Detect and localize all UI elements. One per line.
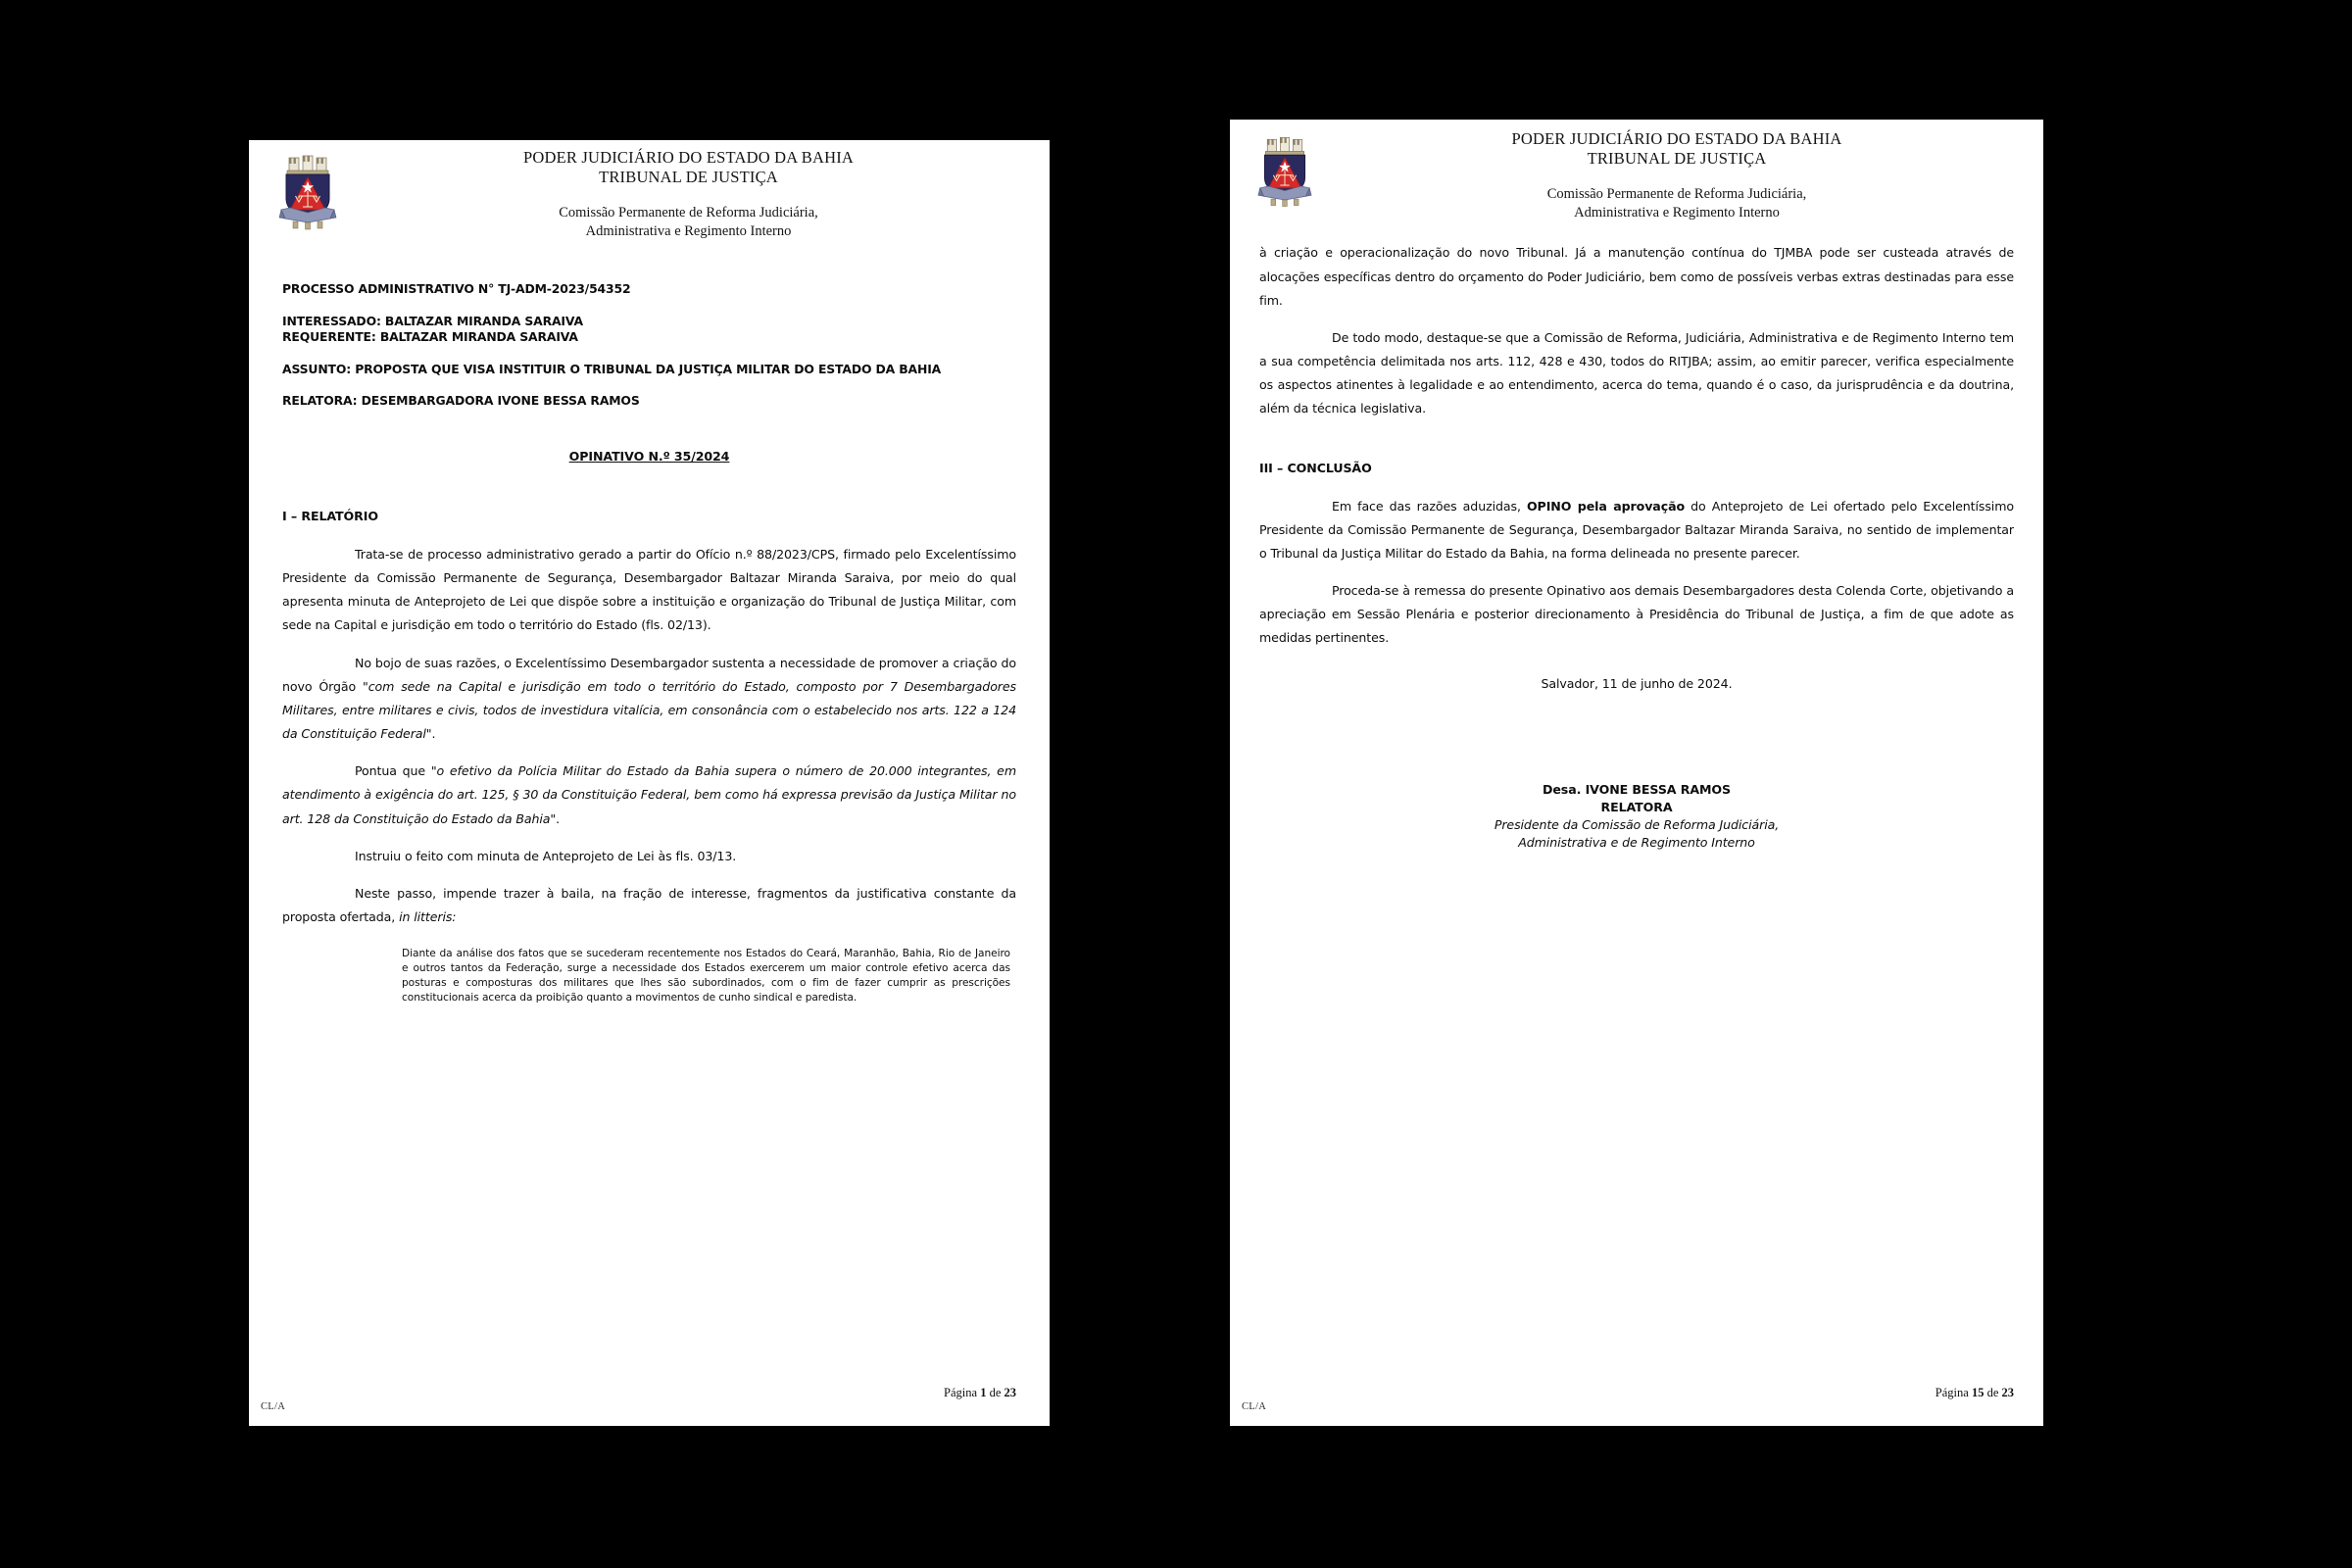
- paragraph-5: [282, 882, 1016, 929]
- signature-block: [1259, 781, 2014, 853]
- footer-initials: CL/A: [261, 1401, 286, 1412]
- document-page-1[interactable]: [249, 140, 1050, 1426]
- brasao-bahia-icon: [1256, 135, 1313, 208]
- meta-interessado: INTERESSADO: BALTAZAR MIRANDA SARAIVA: [282, 313, 583, 328]
- paragraph-3-lead: Pontua que ": [355, 763, 437, 779]
- page-current: 1: [980, 1386, 987, 1399]
- paragraph-1: Trata-se de processo administrativo gerado a partir do Ofício n.º 88/2023/CPS, firmado pelo Excelentíssimo Presidente da Comissão Permanente de Segurança, Desembargador Baltazar Miranda Saraiva, por meio do qual apresenta minuta de Anteprojeto de Lei que dispõe sobre a instituição e organização do Tribunal de Justiça Militar, com sede na Capital e jurisdição em todo o território do Estado (fls. 02/13).: [282, 546, 1016, 633]
- crest-container: [249, 148, 367, 230]
- page-number-label: [249, 1386, 1050, 1400]
- paragraph-5-italic: in litteris:: [399, 909, 457, 925]
- paragraph-opino-tail: do Anteprojeto de Lei ofertado pelo Excelentíssimo Presidente da Comissão Permanente de Segurança, Desembargador Baltazar Miranda Saraiva, no sentido de implementar o Tribunal da Justiça Militar do Estado da Bahia, na forma delineada no presente parecer.: [1259, 498, 2014, 561]
- section-title-conclusao: III – CONCLUSÃO: [1259, 460, 1372, 475]
- meta-requerente: REQUERENTE: BALTAZAR MIRANDA SARAIVA: [282, 329, 578, 345]
- paragraph-continuation: à criação e operacionalização do novo Tribunal. Já a manutenção contínua do TJMBA pode ser custeada através de alocações específicas dentro do orçamento do Poder Judiciário, bem como de possíveis verbas extras destinadas para esse fim.: [1259, 245, 2014, 308]
- commission-line-1: Comissão Permanente de Reforma Judiciária,: [559, 205, 818, 221]
- paragraph-4: Instruiu o feito com minuta de Anteprojeto de Lei às fls. 03/13.: [355, 848, 737, 863]
- paragraph-2-lead: No bojo de suas razões, o Excelentíssimo Desembargador sustenta a necessidade de promover a criação do novo Órgão ": [282, 655, 1016, 694]
- commission-line-2: Administrativa e Regimento Interno: [1574, 204, 1780, 220]
- paragraph-2: [282, 652, 1016, 747]
- page-header: [1230, 120, 2043, 221]
- paragraph-opino-lead: Em face das razões aduzidas,: [1332, 498, 1527, 514]
- brasao-bahia-icon: [277, 154, 338, 230]
- paragraph-3-tail: ".: [550, 810, 560, 826]
- page-15-footer: [1230, 1386, 2043, 1412]
- paragraph-2-quote: com sede na Capital e jurisdição em todo o território do Estado, composto por 7 Desembargadores Militares, entre militares e civis, todos de investidura vitalícia, em consonância com o estabelecido nos arts. 122 a 124 da Constituição Federal: [282, 678, 1016, 742]
- paragraph-2-tail: ".: [425, 726, 436, 742]
- header-text-block: [367, 148, 1050, 240]
- page-15-body: [1230, 241, 2043, 852]
- commission-line-2: Administrativa e Regimento Interno: [585, 222, 792, 239]
- paragraph-3-quote: o efetivo da Polícia Militar do Estado da Bahia supera o número de 20.000 integrantes, em atendimento à exigência do art. 125, § 30 da Constituição Federal, bem como há expressa previsão da Justiça Militar no art. 128 da Constituição do Estado da Bahia: [282, 763, 1016, 826]
- footer-initials: CL/A: [1242, 1401, 1267, 1412]
- paragraph-3: [282, 760, 1016, 831]
- blockquote-justificativa: Diante da análise dos fatos que se sucederam recentemente nos Estados do Ceará, Maranhão, Bahia, Rio de Janeiro e outros tantos da Federação, surge a necessidade dos Estados exercerem um maior controle efetivo acerca das posturas e composturas dos militares que lhes são subordinados, com o fim de fazer cumprir as prescrições constitucionais acerca da proibição quanto a movimentos de cunho sindical e paredista.: [402, 948, 1010, 1004]
- org-line-2: TRIBUNAL DE JUSTIÇA: [599, 168, 778, 187]
- page-number-label: [1230, 1386, 2043, 1400]
- org-line-1: PODER JUDICIÁRIO DO ESTADO DA BAHIA: [1511, 129, 1842, 148]
- org-line-1: PODER JUDICIÁRIO DO ESTADO DA BAHIA: [522, 148, 855, 167]
- opinativo-title: OPINATIVO N.º 35/2024: [568, 448, 730, 464]
- page-total: 23: [1004, 1386, 1016, 1399]
- page-1-footer: [249, 1386, 1050, 1412]
- meta-relatora: RELATORA: DESEMBARGADORA IVONE BESSA RAMOS: [282, 393, 640, 409]
- meta-processo: PROCESSO ADMINISTRATIVO N° TJ-ADM-2023/54352: [282, 281, 631, 297]
- page-header: [249, 140, 1050, 240]
- metadata-block: [282, 281, 1016, 410]
- page-total: 23: [2001, 1386, 2014, 1399]
- page-1-body: [249, 281, 1050, 1005]
- paragraph-opino-emphasis: OPINO pela aprovação: [1526, 498, 1686, 514]
- date-line: Salvador, 11 de junho de 2024.: [1541, 675, 1733, 691]
- signature-name: Desa. IVONE BESSA RAMOS: [1543, 781, 1731, 797]
- document-page-15[interactable]: [1230, 120, 2043, 1426]
- meta-assunto: ASSUNTO: PROPOSTA QUE VISA INSTITUIR O TRIBUNAL DA JUSTIÇA MILITAR DO ESTADO DA BAHIA: [282, 361, 942, 376]
- org-line-2: TRIBUNAL DE JUSTIÇA: [1587, 149, 1767, 169]
- page-current: 15: [1971, 1386, 1984, 1399]
- page-prefix: Página: [1935, 1386, 1972, 1399]
- paragraph-opino: [1259, 495, 2014, 566]
- page-prefix: Página: [944, 1386, 981, 1399]
- page-middle: de: [986, 1386, 1004, 1399]
- paragraph-de-todo-modo: De todo modo, destaque-se que a Comissão de Reforma, Judiciária, Administrativa e de Regimento Interno tem a sua competência delimitada nos arts. 112, 428 e 430, todos do RITJBA; assim, ao emitir parecer, verifica especialmente os aspectos atinentes à legalidade e ao entendimento, acerca do tema, quando é o caso, da jurisprudência e da doutrina, além da técnica legislativa.: [1259, 329, 2014, 416]
- paragraph-5-lead: Neste passo, impende trazer à baila, na fração de interesse, fragmentos da justificativa constante da proposta ofertada,: [282, 885, 1016, 925]
- page-middle: de: [1984, 1386, 2002, 1399]
- section-title-relatorio: I – RELATÓRIO: [282, 508, 378, 523]
- paragraph-proceda-se: Proceda-se à remessa do presente Opinativo aos demais Desembargadores desta Colenda Corte, objetivando a apreciação em Sessão Plenária e posterior direcionamento à Presidência do Tribunal de Justiça, a fim de que adote as medidas pertinentes.: [1259, 583, 2014, 646]
- commission-line-1: Comissão Permanente de Reforma Judiciária,: [1546, 186, 1807, 203]
- signature-desc-line-2: Administrativa e de Regimento Interno: [1518, 835, 1755, 851]
- crest-container: [1230, 129, 1340, 208]
- signature-desc-line-1: Presidente da Comissão de Reforma Judiciária,: [1494, 817, 1780, 833]
- signature-role: RELATORA: [1600, 799, 1673, 814]
- header-text-block: [1340, 129, 2043, 221]
